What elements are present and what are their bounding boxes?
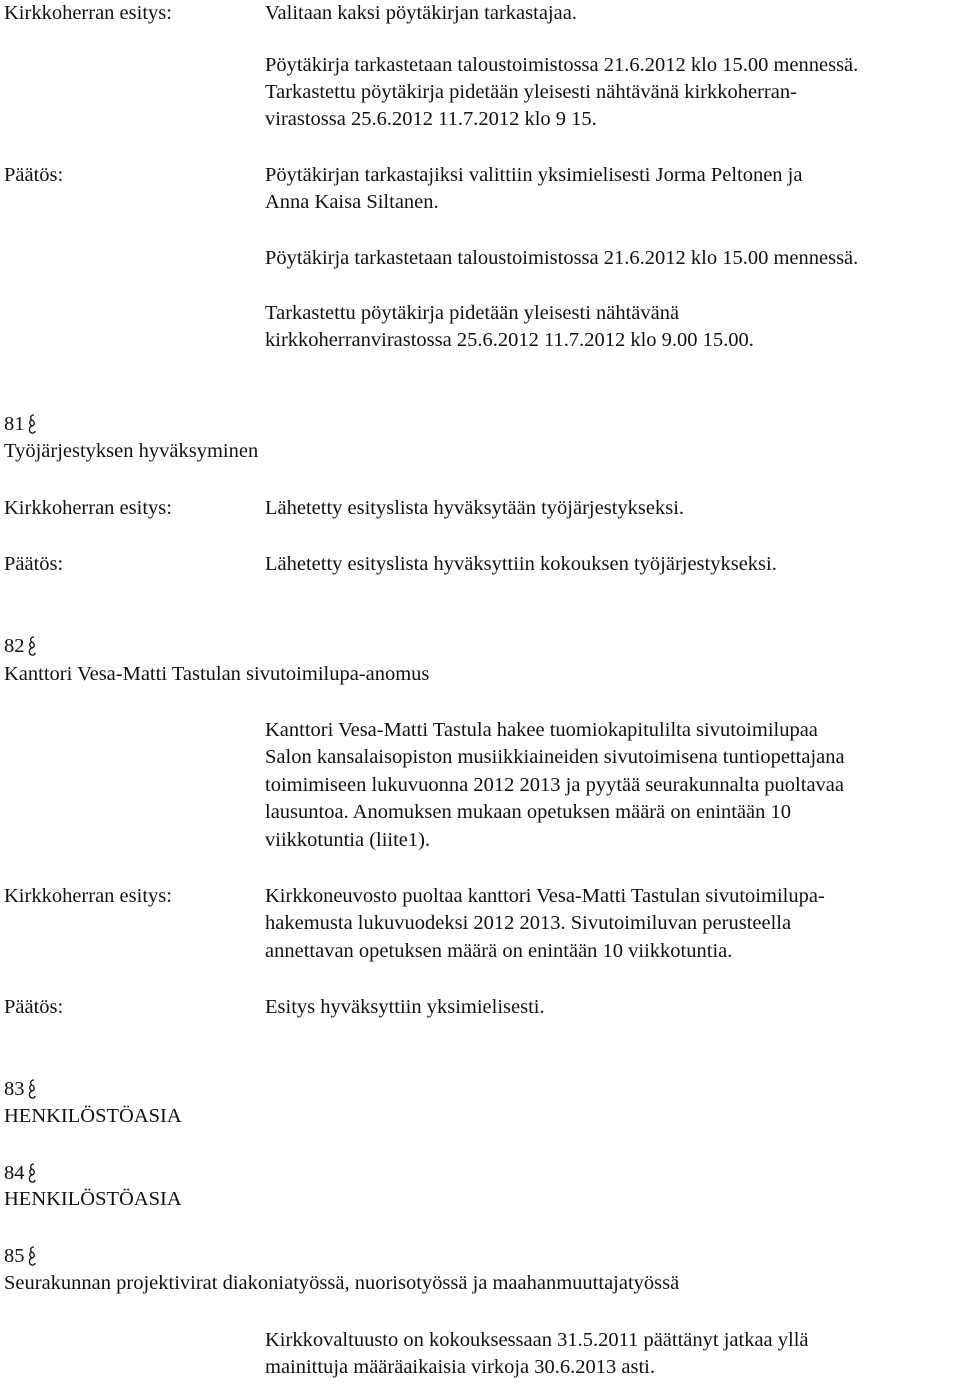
esitys-line: Tarkastettu pöytäkirja pidetään yleisesti nähtävänä kirkkoherran- [265,81,797,103]
section-heading [4,1162,37,1184]
section-title: Työjärjestyksen hyväksyminen [4,440,259,462]
paatos-line: Pöytäkirjan tarkastajiksi valittiin yksimielisesti Jorma Peltonen ja [265,164,803,186]
esitys-line: hakemusta lukuvuodeksi 2012 2013. Sivutoimiluvan perusteella [265,912,792,934]
paatos-line: Esitys hyväksyttiin yksimielisesti. [265,996,545,1018]
body-line: mainittuja määräaikaisia virkoja 30.6.2013 asti. [265,1356,655,1378]
section-title: Kanttori Vesa-Matti Tastulan sivutoimilupa-anomus [4,663,430,685]
esitys-line: Valitaan kaksi pöytäkirjan tarkastajaa. [265,2,577,24]
body-line: Salon kansalaisopiston musiikkiaineiden sivutoimisena tuntiopettajana [265,746,845,768]
esitys-label: Kirkkoherran esitys: [4,885,172,907]
body-line: toimimiseen lukuvuonna 2012 2013 ja pyytää seurakunnalta puoltavaa [265,774,844,796]
section-sign-icon [27,1245,37,1267]
section-heading [4,1078,37,1100]
section-title: HENKILÖSTÖASIA [4,1188,182,1210]
esitys-line: Pöytäkirja tarkastetaan taloustoimistossa 21.6.2012 klo 15.00 mennessä. [265,54,859,76]
section-number: 82 [4,634,25,657]
section-sign-icon [27,1078,37,1100]
section-number: 83 [4,1077,25,1100]
section-title: HENKILÖSTÖASIA [4,1105,182,1127]
body-line: lausuntoa. Anomuksen mukaan opetuksen määrä on enintään 10 [265,801,792,823]
section-heading [4,635,37,657]
esitys-label: Kirkkoherran esitys: [4,2,172,24]
section-number: 84 [4,1161,25,1184]
section-heading [4,413,37,435]
paatos-line: kirkkoherranvirastossa 25.6.2012 11.7.2012 klo 9.00 15.00. [265,329,754,351]
esitys-line: virastossa 25.6.2012 11.7.2012 klo 9 15. [265,108,597,130]
esitys-line: annettavan opetuksen määrä on enintään 10 viikkotuntia. [265,940,733,962]
paatos-line: Lähetetty esityslista hyväksyttiin kokouksen työjärjestykseksi. [265,553,777,575]
paatos-label: Päätös: [4,996,64,1018]
paatos-label: Päätös: [4,553,64,575]
body-line: Kirkkovaltuusto on kokouksessaan 31.5.2011 päättänyt jatkaa yllä [265,1329,809,1351]
esitys-label: Kirkkoherran esitys: [4,497,172,519]
section-sign-icon [27,635,37,657]
paatos-line: Tarkastettu pöytäkirja pidetään yleisesti nähtävänä [265,302,680,324]
esitys-line: Kirkkoneuvosto puoltaa kanttori Vesa-Matti Tastulan sivutoimilupa- [265,885,825,907]
paatos-line: Anna Kaisa Siltanen. [265,191,439,213]
section-heading [4,1245,37,1267]
paatos-line: Pöytäkirja tarkastetaan taloustoimistossa 21.6.2012 klo 15.00 mennessä. [265,247,859,269]
body-line: viikkotuntia (liite1). [265,829,431,851]
section-number: 85 [4,1244,25,1267]
section-number: 81 [4,412,25,435]
esitys-line: Lähetetty esityslista hyväksytään työjärjestykseksi. [265,497,685,519]
section-title: Seurakunnan projektivirat diakoniatyössä, nuorisotyössä ja maahanmuuttajatyössä [4,1272,680,1294]
paatos-label: Päätös: [4,164,64,186]
section-sign-icon [27,413,37,435]
section-sign-icon [27,1162,37,1184]
body-line: Kanttori Vesa-Matti Tastula hakee tuomiokapitulilta sivutoimilupaa [265,719,818,741]
